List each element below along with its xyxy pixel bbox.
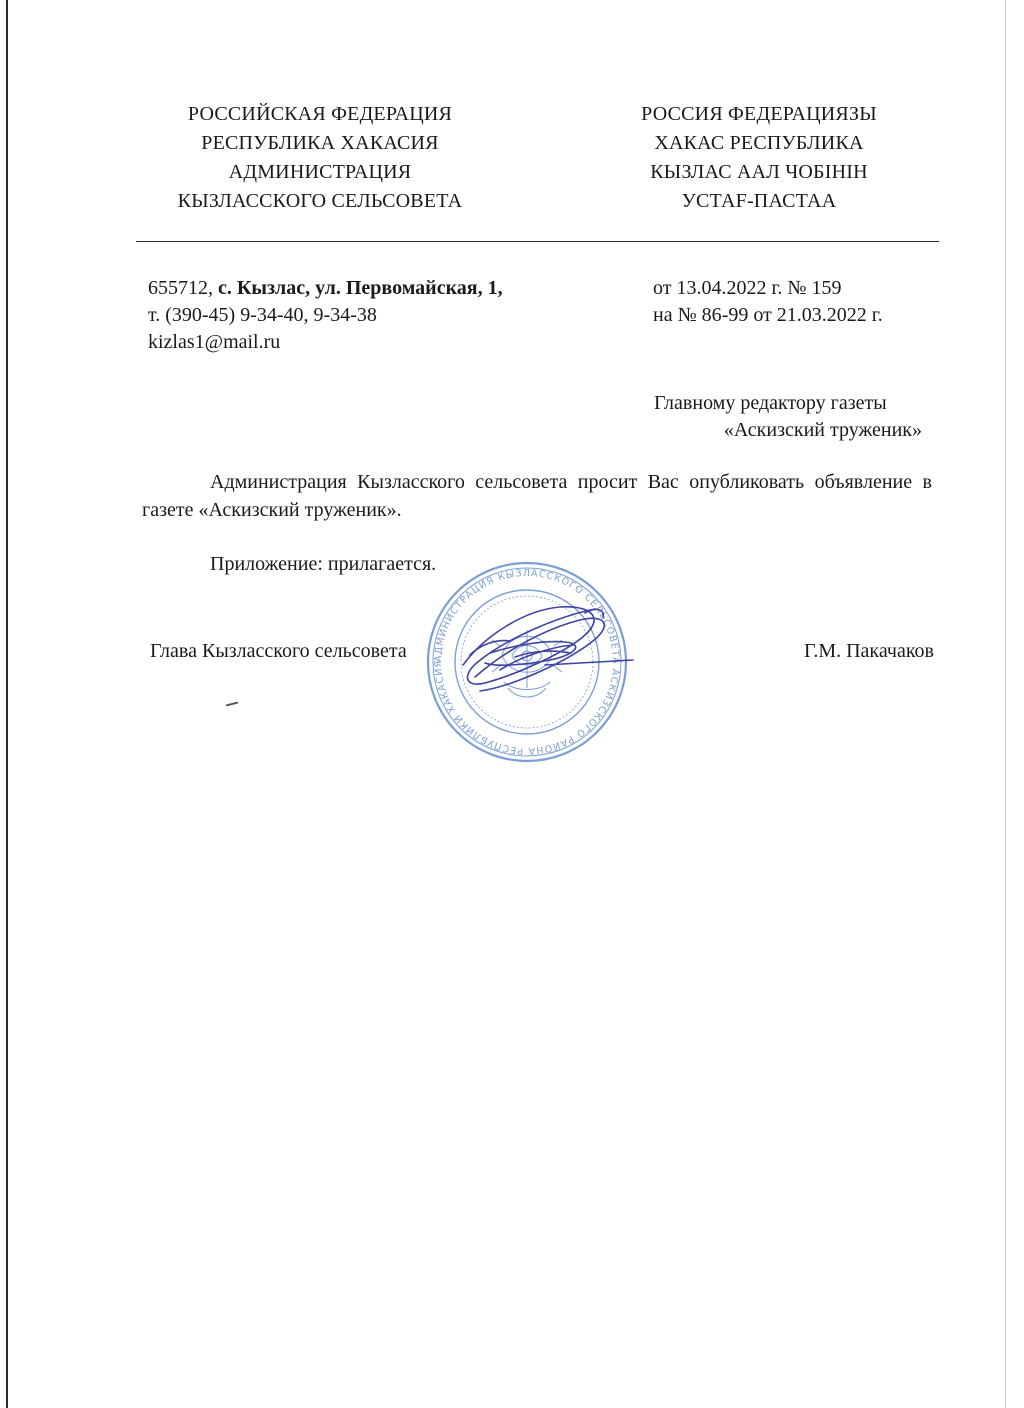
email-line: kizlas1@mail.ru: [148, 331, 281, 353]
addressee-block: [640, 390, 922, 444]
signatory-role: Глава Кызласского сельсовета: [150, 640, 407, 662]
postal-code: 655712,: [148, 277, 218, 299]
header-right-line: КЫЗЛАС ААЛ ЧОБIНIН: [650, 161, 868, 183]
addressee-line-1: Главному редактору газеты: [654, 392, 887, 414]
scan-edge-right: [1005, 0, 1006, 1408]
header-left-line: КЫЗЛАССКОГО СЕЛЬСОВЕТА: [177, 190, 463, 212]
letter-body: [142, 468, 932, 524]
phone-line: т. (390-45) 9-34-40, 9-34-38: [148, 304, 377, 326]
header-left-line: РЕСПУБЛИКА ХАКАСИЯ: [201, 132, 439, 154]
header-left-line: РОССИЙСКАЯ ФЕДЕРАЦИЯ: [187, 103, 453, 125]
header-divider: [136, 241, 939, 242]
header-left-line: АДМИНИСТРАЦИЯ: [228, 161, 412, 183]
scan-edge-left: [6, 0, 8, 1408]
address-line: [148, 275, 503, 302]
attachment-note: Приложение: прилагается.: [210, 553, 437, 575]
addressee-line-2: «Аскизский труженик»: [723, 419, 922, 441]
incoming-number: на № 86-99 от 21.03.2022 г.: [653, 304, 883, 326]
handwritten-signature: [455, 595, 640, 695]
seal-ring-text: АДМИНИСТРАЦИЯ КЫЗЛАССКОГО СЕЛЬСОВЕТА АСКИЗСКОГО РАЙОНА РЕСПУБЛИКИ ХАКАСИЯ: [432, 567, 622, 757]
signatory-name: Г.М. Пакачаков: [804, 640, 934, 662]
header-right-line: ХАКАС РЕСПУБЛИКА: [654, 132, 864, 154]
header-right-block: [600, 100, 918, 216]
contact-block: [148, 275, 503, 356]
stray-pen-mark: [226, 702, 238, 707]
reference-block: [653, 275, 883, 329]
body-paragraph: Администрация Кызласского сельсовета просит Вас опубликовать объявление в газете «Аскизский труженик».: [142, 471, 932, 521]
header-left-block: [150, 100, 490, 216]
header-right-line: РОССИЯ ФЕДЕРАЦИЯЗЫ: [641, 103, 877, 125]
street-address: с. Кызлас, ул. Первомайская, 1,: [218, 277, 503, 299]
outgoing-number: от 13.04.2022 г. № 159: [653, 277, 842, 299]
header-right-line: УСТАF-ПАСТАА: [681, 190, 837, 212]
